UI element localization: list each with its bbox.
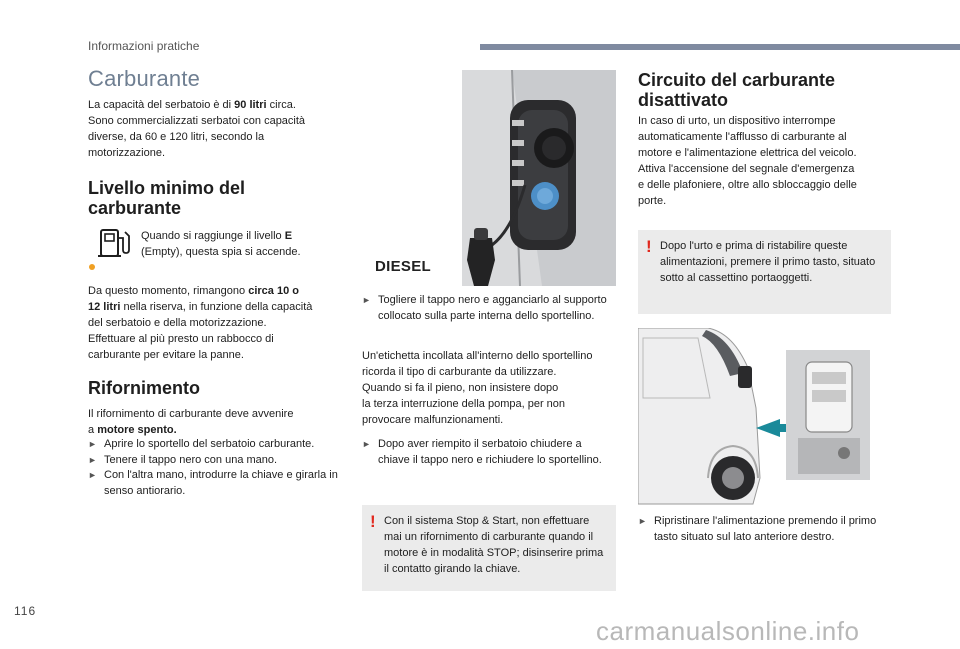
- label-paragraph: Un'etichetta incollata all'interno dello sportellino ricorda il tipo di carburante da utilizzare. Quando si fa il pieno, non insistere dopo la terza interruzione della pompa, per non provocare malfunzionamenti.: [362, 350, 593, 426]
- middle-step-1: [362, 293, 616, 324]
- list-item: ► Ripristinare l'alimentazione premendo il primo tasto situato sul lato anteriore destro.: [638, 515, 877, 543]
- circuit-heading: Circuito del carburante disattivato: [638, 70, 836, 110]
- circuit-paragraph: In caso di urto, un dispositivo interrompe automaticamente l'afflusso di carburante al motore e l'alimentazione elettrica del veicolo. Attiva l'accensione del segnale d'emergenza e delle plafoniere, oltre allo sbloccaggio delle porte.: [638, 115, 857, 207]
- middle-step-2: [362, 437, 602, 468]
- list-item: ► Tenere il tappo nero con una mano.: [88, 453, 278, 466]
- fuel-pump-icon: [96, 222, 136, 262]
- watermark: carmanualsonline.info: [596, 616, 860, 646]
- diesel-label: DIESEL: [375, 258, 431, 275]
- refuel-intro: Il rifornimento di carburante deve avvenire a motore spento.: [88, 408, 294, 436]
- warning-icon: !: [646, 237, 652, 256]
- refuel-steps: [88, 437, 348, 499]
- refuel-heading: Rifornimento: [88, 378, 200, 398]
- intro-paragraph: La capacità del serbatoio è di 90 litri circa. Sono commercializzati serbatoi con capacità diverse, da 60 e 120 litri, secondo la motorizzazione.: [88, 99, 306, 159]
- right-step: [638, 514, 893, 545]
- list-item: ► Aprire lo sportello del serbatoio carburante.: [88, 438, 315, 450]
- section-header: Informazioni pratiche: [88, 39, 200, 53]
- circuit-warning: ! Dopo l'urto e prima di ristabilire queste alimentazioni, premere il primo tasto, situato sotto al cassettino portaoggetti.: [638, 230, 891, 314]
- list-item: ► Togliere il tappo nero e agganciarlo al supporto collocato sulla parte interna dello sportellino.: [362, 294, 607, 322]
- page-number: 116: [14, 604, 37, 618]
- list-item: ► Dopo aver riempito il serbatoio chiudere a chiave il tappo nero e richiudere lo sportellino.: [362, 438, 602, 466]
- fuel-flap-illustration: [362, 70, 616, 286]
- reserve-paragraph: Da questo momento, rimangono circa 10 o 12 litri nella riserva, in funzione della capacità del serbatoio e della motorizzazione. Effettuare al più presto un rabbocco di carburante per evitare la panne.: [88, 285, 313, 361]
- min-fuel-heading: Livello minimo del carburante: [88, 178, 246, 218]
- warning-icon: !: [370, 512, 376, 531]
- page-title: Carburante: [88, 66, 201, 91]
- list-item: ► Con l'altra mano, introdurre la chiave e girarla in senso antiorario.: [88, 469, 338, 497]
- warning-lamp-indicator: [89, 264, 95, 270]
- header-bar: [480, 44, 960, 50]
- van-reset-illustration: [638, 328, 893, 508]
- warning-lamp-text: Quando si raggiunge il livello E (Empty), questa spia si accende.: [141, 230, 301, 258]
- stop-start-warning: ! Con il sistema Stop & Start, non effettuare mai un rifornimento di carburante quando il motore è in modalità STOP; disinserire prima il contatto girando la chiave.: [362, 505, 616, 591]
